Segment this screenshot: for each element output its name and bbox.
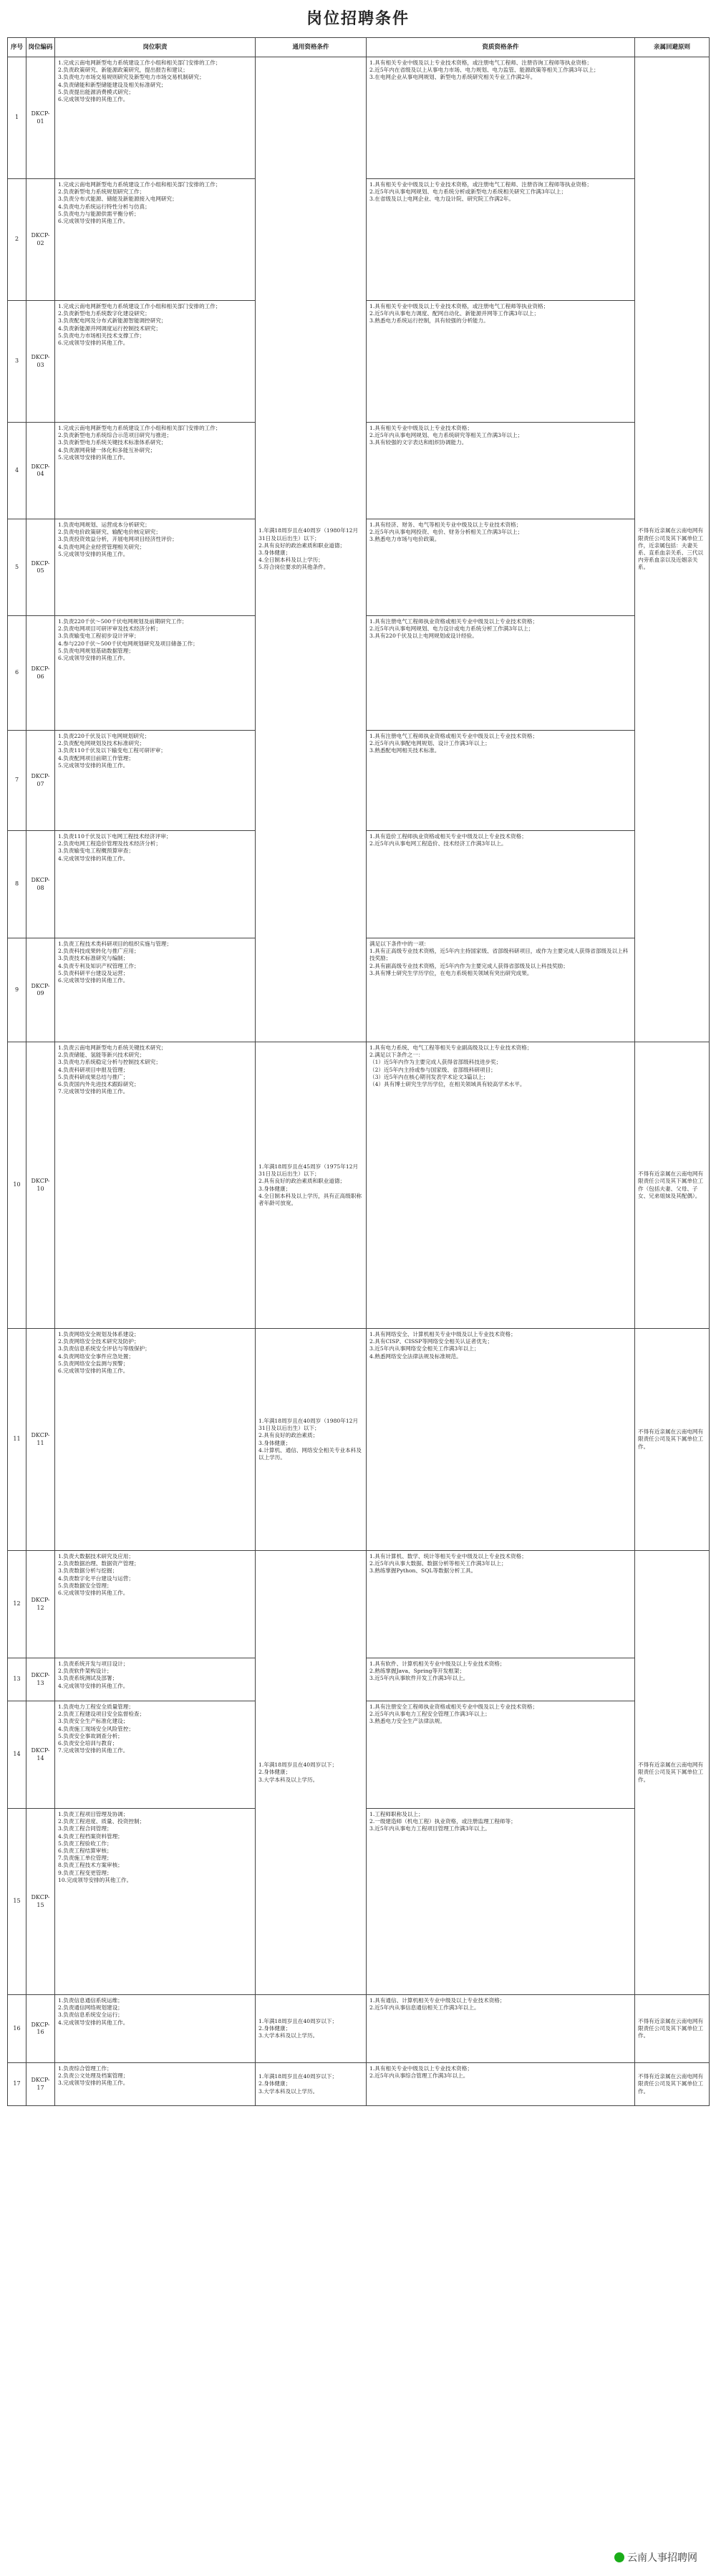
text-line: （3）近5年内在核心期刊发表学术论文3篇以上； — [369, 1073, 489, 1080]
text-line: 2.近5年内从事信息通信相关工作满3年以上。 — [369, 2004, 480, 2012]
position-code: DKCP-01 — [26, 57, 55, 179]
text-line: 1.负责综合管理工作； — [58, 2065, 112, 2072]
text-line: 4.熟悉网络安全法律法规及标准规范。 — [369, 1352, 462, 1360]
text-line: 4.负责工程档案资料管理； — [58, 1832, 123, 1840]
qualification-cell — [367, 1995, 635, 2063]
row-number: 5 — [8, 519, 26, 616]
qualification-cell — [367, 616, 635, 731]
text-line: 4.完成领导安排的其他工作。 — [58, 1682, 129, 1689]
general-qualification-cell — [256, 1329, 367, 1551]
text-line: 5.负责安全事故调查分析； — [58, 1732, 123, 1739]
text-line: 2.具有良好的政治素质和职业道德； — [258, 1178, 346, 1185]
text-line: 3.负责技术标准研究与编制； — [58, 955, 129, 962]
text-line: 6.完成领导安排的其他工作。 — [58, 340, 129, 347]
row-number: 15 — [8, 1809, 26, 1995]
text-line: 1.负责工程技术类科研项目的组织实施与管理； — [58, 941, 173, 947]
text-line: 2.负责配电网规划及技术标准研究； — [58, 740, 145, 747]
text-line: 6.负责国内外先进技术跟踪研究； — [58, 1081, 140, 1088]
text-line: 4.全日制本科及以上学历，具有正高级职称者年龄可放宽。 — [258, 1192, 362, 1206]
row-number: 6 — [8, 616, 26, 731]
text-line: 1.负责220千伏及以下电网规划研究； — [58, 733, 150, 739]
text-line: 2.一级建造师（机电工程）执业资格，或注册监理工程师等； — [369, 1818, 516, 1825]
text-line: 满足以下条件中的一项： — [369, 941, 430, 947]
duty-cell — [55, 179, 256, 301]
text-line: 1.具有软件、计算机相关专业中级及以上专业技术资格； — [369, 1661, 505, 1667]
text-line: 1.负责系统开发与项目设计； — [58, 1661, 129, 1667]
text-line: 1.具有注册安全工程师执业资格或相关专业中级及以上专业技术资格； — [369, 1703, 538, 1710]
text-line: 3.近5年内从事软件开发工作满3年以上。 — [369, 1675, 469, 1682]
text-line: 2.负责工程进度、质量、投资控制； — [58, 1818, 145, 1825]
row-number: 7 — [8, 731, 26, 831]
table-row — [8, 57, 710, 179]
text-line: 1.具有相关专业中级及以上专业技术资格； — [369, 425, 473, 431]
header-general: 通用资格条件 — [256, 38, 367, 57]
qualification-cell — [367, 831, 635, 938]
row-number: 11 — [8, 1329, 26, 1551]
duty-cell — [55, 831, 256, 938]
qualification-cell — [367, 1329, 635, 1551]
qualification-cell — [367, 2063, 635, 2106]
text-line: 5.负责提出能源消费模式研究； — [58, 88, 134, 95]
text-line: 1.负责电网规划、运营成本分析研究； — [58, 522, 150, 528]
table-row — [8, 2063, 710, 2106]
text-line: 5.负责科研成果总结与推广； — [58, 1073, 129, 1080]
text-line: 7.负责施工单位管理； — [58, 1855, 112, 1862]
text-line: 4.参与220千伏～500千伏电网规划研究及项目储备工作； — [58, 640, 198, 647]
text-line: 5.完成领导安排的其他工作。 — [58, 550, 129, 557]
text-line: 1.完成云南电网新型电力系统建设工作小组和相关部门安排的工作； — [58, 425, 221, 431]
row-number: 9 — [8, 938, 26, 1042]
qualification-cell — [367, 519, 635, 616]
text-line: 1.年满18周岁且在40周岁以下； — [258, 2073, 338, 2080]
table-header-row — [8, 38, 710, 57]
text-line: 3.负责投资效益分析，开展电网项目经济性评价； — [58, 536, 178, 543]
text-line: 3.熟练掌握Python、SQL等数据分析工具。 — [369, 1567, 477, 1575]
text-line: 2.近5年内从事电力工程安全管理工作满3年以上； — [369, 1711, 490, 1718]
text-line: 3.负责110千伏及以下输变电工程可研评审； — [58, 747, 166, 754]
text-line: 5.负责电力与能源供需平衡分析； — [58, 210, 140, 217]
table-row — [8, 1042, 710, 1329]
text-line: 1.负责110千伏及以下电网工程技术经济评审； — [58, 833, 172, 840]
text-line: 3.完成领导安排的其他工作。 — [58, 2080, 129, 2087]
row-number: 14 — [8, 1701, 26, 1809]
text-line: 2.近5年内在省级及以上从事电力市场、电力规划、电力监管、能源政策等相关工作满3年以上； — [369, 67, 599, 74]
text-line: 1.具有通信、计算机相关专业中级及以上专业技术资格； — [369, 1997, 505, 2004]
text-line: 3.负责分布式能源、储能及新能源接入电网研究； — [58, 196, 178, 203]
text-line: 1.具有造价工程师执业资格或相关专业中级及以上专业技术资格； — [369, 833, 527, 840]
text-line: 3.身体健康； — [258, 1185, 291, 1192]
text-line: 3.负责输变电工程概预算审查； — [58, 847, 134, 855]
row-number: 3 — [8, 301, 26, 423]
text-line: 6.完成领导安排的其他工作。 — [58, 977, 129, 984]
text-line: 3.负责输变电工程初步设计评审； — [58, 633, 140, 640]
position-code: DKCP-17 — [26, 2063, 55, 2106]
text-line: 5.负责工程验收工作； — [58, 1840, 112, 1847]
qualification-cell — [367, 301, 635, 423]
text-line: 2.负责电网项目可研评审及技术经济分析； — [58, 625, 161, 633]
duty-cell — [55, 519, 256, 616]
duty-cell — [55, 1551, 256, 1658]
text-line: 3.负责数据分析与挖掘； — [58, 1567, 118, 1575]
position-code: DKCP-14 — [26, 1701, 55, 1809]
qualification-cell — [367, 423, 635, 519]
text-line: 2.近5年内从事电网规划、电力系统分析或新型电力系统相关研究工作满3年以上； — [369, 188, 567, 196]
duty-cell — [55, 57, 256, 179]
duty-cell — [55, 301, 256, 423]
general-qualification-cell — [256, 1995, 367, 2063]
row-number: 2 — [8, 179, 26, 301]
header-duty: 岗位职责 — [55, 38, 256, 57]
duty-cell — [55, 938, 256, 1042]
text-line: 2.负责政策研究、新能源政策研究，提出报告和建议； — [58, 67, 188, 74]
text-line: 3.负责系统测试及部署； — [58, 1675, 118, 1682]
header-no: 序号 — [8, 38, 26, 57]
text-line: 3.负责电力市场交易规则研究及新型电力市场交易机制研究； — [58, 74, 205, 81]
qualification-cell — [367, 57, 635, 179]
position-code: DKCP-11 — [26, 1329, 55, 1551]
text-line: 2.负责通信网络规划建设； — [58, 2004, 123, 2012]
text-line: 5.负责网络安全监测与预警； — [58, 1360, 129, 1367]
text-line: 7.完成领导安排的其他工作。 — [58, 1088, 129, 1095]
text-line: 3.熟悉电力系统运行控制，具有较强的分析能力。 — [369, 317, 489, 325]
text-line: 1.年满18周岁且在40周岁（1980年12月31日及以后出生）以下； — [258, 527, 359, 542]
position-code: DKCP-10 — [26, 1042, 55, 1329]
text-line: 3.负责工程合同管理； — [58, 1825, 112, 1832]
text-line: 4.完成领导安排的其他工作。 — [58, 855, 129, 862]
text-line: 6.负责安全培训与教育； — [58, 1740, 118, 1747]
position-code: DKCP-05 — [26, 519, 55, 616]
text-line: 2.近5年内从事电网规划、电力系统研究等相关工作满3年以上； — [369, 432, 523, 439]
text-line: 3.熟悉电力市场与电价政策。 — [369, 536, 440, 543]
text-line: 2.负责新型电力系统规划研究工作； — [58, 188, 145, 196]
text-line: 4.负责源网荷储一体化和多能互补研究； — [58, 446, 156, 453]
text-line: 1.负责220千伏～500千伏电网规划及前期研究工作； — [58, 618, 188, 625]
text-line: 3.负责信息系统安全运行； — [58, 2012, 123, 2019]
text-line: 6.完成领导安排的其他工作。 — [58, 96, 129, 103]
text-line: 3.负责电力系统稳定分析与控制技术研究； — [58, 1059, 161, 1066]
text-line: 2.负责电网工程造价管理及技术经济分析； — [58, 840, 161, 847]
text-line: 3.身体健康； — [258, 549, 291, 556]
duty-cell — [55, 731, 256, 831]
text-line: 3.具有博士研究生学历学位，在电力系统相关领域有突出研究成果。 — [369, 969, 533, 976]
text-line: （1）近5年内作为主要完成人获得省部级科技进步奖； — [369, 1059, 502, 1066]
position-code: DKCP-07 — [26, 731, 55, 831]
position-code: DKCP-09 — [26, 938, 55, 1042]
text-line: 2.近5年内从事电网规划、电力设计或电力系统分析工作满3年以上； — [369, 625, 534, 633]
text-line: 2.负责储能、氢能等新兴技术研究； — [58, 1052, 145, 1059]
text-line: 4.负责储能和新型储能建设及相关标准研究； — [58, 81, 167, 88]
qualification-cell — [367, 179, 635, 301]
table-row — [8, 1329, 710, 1551]
text-line: 2.身体健康； — [258, 2080, 291, 2087]
text-line: 4.负责网络安全事件应急处置； — [58, 1352, 134, 1360]
header-avoidance: 亲属回避原则 — [635, 38, 710, 57]
duty-cell — [55, 1658, 256, 1701]
qualification-cell — [367, 731, 635, 831]
header-qualification: 资质资格条件 — [367, 38, 635, 57]
text-line: 2.具有副高级专业技术资格，近5年内作为主要完成人获得省部级及以上科技奖励； — [369, 962, 569, 969]
text-line: 3.大学本科及以上学历。 — [258, 2087, 319, 2095]
text-line: 6.负责工程结算审核； — [58, 1847, 112, 1855]
text-line: 3.负责配电网及分布式新能源智能调控研究； — [58, 317, 167, 325]
general-qualification-cell — [256, 1042, 367, 1329]
row-number: 10 — [8, 1042, 26, 1329]
text-line: 2.负责科技成果转化与推广应用； — [58, 948, 140, 955]
watermark — [610, 2549, 702, 2566]
position-code: DKCP-08 — [26, 831, 55, 938]
qualification-cell — [367, 938, 635, 1042]
text-line: 4.负责数字化平台建设与运营； — [58, 1575, 134, 1582]
text-line: 2.负责工程建设项目安全监督检查； — [58, 1711, 145, 1718]
text-line: 3.身体健康； — [258, 1439, 291, 1446]
text-line: 3.近5年内从事电力工程项目管理工作满3年以上。 — [369, 1825, 490, 1832]
position-code: DKCP-12 — [26, 1551, 55, 1658]
general-qualification-cell — [256, 57, 367, 1042]
qualification-cell — [367, 1701, 635, 1809]
text-line: 1.具有注册电气工程师执业资格或相关专业中级及以上专业技术资格； — [369, 618, 538, 625]
text-line: 1.具有相关专业中级及以上专业技术资格，或注册电气工程师等执业资格； — [369, 303, 549, 309]
text-line: 3.负责安全生产标准化建设； — [58, 1718, 129, 1725]
text-line: 3.具有较强的文字表达和组织协调能力。 — [369, 439, 468, 446]
text-line: 1.工程师职称及以上； — [369, 1811, 424, 1817]
position-code: DKCP-06 — [26, 616, 55, 731]
text-line: 2.负责网络安全技术研究及防护； — [58, 1338, 140, 1345]
duty-cell — [55, 616, 256, 731]
text-line: 2.熟练掌握Java、Spring等开发框架； — [369, 1668, 465, 1675]
text-line: 5.完成领导安排的其他工作。 — [58, 761, 129, 769]
row-number: 13 — [8, 1658, 26, 1701]
row-number: 12 — [8, 1551, 26, 1658]
avoidance-cell: 不得有近亲属在云南电网有限责任公司及其下属单位工作（包括夫妻、父母、子女、兄弟姐妹及其配偶）。 — [635, 1042, 710, 1329]
text-line: 3.熟悉电力安全生产法律法规。 — [369, 1718, 445, 1725]
watermark-text: 云南人事招聘网 — [627, 2552, 697, 2563]
text-line: 6.完成领导安排的其他工作。 — [58, 655, 129, 662]
position-code: DKCP-16 — [26, 1995, 55, 2063]
text-line: 4.完成领导安排的其他工作。 — [58, 2019, 129, 2026]
avoidance-cell: 不得有近亲属在云南电网有限责任公司及其下属单位工作。 — [635, 1329, 710, 1551]
duty-cell — [55, 1809, 256, 1995]
text-line: 5.负责电力市场相关技术支撑工作； — [58, 332, 145, 339]
position-code: DKCP-02 — [26, 179, 55, 301]
text-line: 2.具有良好的政治素质和职业道德； — [258, 542, 346, 549]
recruitment-table — [7, 37, 710, 2106]
text-line: 2.近5年内从事配电网规划、设计工作满3年以上； — [369, 740, 490, 747]
general-qualification-cell — [256, 1551, 367, 1995]
text-line: 7.完成领导安排的其他工作。 — [58, 1747, 129, 1754]
text-line: 1.具有相关专业中级及以上专业技术资格，或注册电气工程师、注册咨询工程师等执业资格； — [369, 59, 592, 66]
row-number: 1 — [8, 57, 26, 179]
duty-cell — [55, 1701, 256, 1809]
table-row — [8, 1995, 710, 2063]
text-line: 3.大学本科及以上学历。 — [258, 1776, 319, 1783]
text-line: 8.负责工程技术方案审核； — [58, 1862, 123, 1869]
qualification-cell — [367, 1042, 635, 1329]
avoidance-cell: 不得有近亲属在云南电网有限责任公司及其下属单位工作。 — [635, 1551, 710, 1995]
text-line: 4.负责电网企业经营管理相关研究； — [58, 543, 145, 550]
text-line: 3.熟悉配电网相关技术标准。 — [369, 747, 440, 754]
text-line: 3.在省级及以上电网企业、电力设计院、研究院工作满2年。 — [369, 196, 514, 203]
text-line: 1.具有计算机、数学、统计等相关专业中级及以上专业技术资格； — [369, 1553, 527, 1559]
row-number: 17 — [8, 2063, 26, 2106]
text-line: 2.近5年内从事电网投资、电价、财务分析相关工作满3年以上； — [369, 529, 523, 536]
text-line: 1.负责工程项目管理及协调； — [58, 1811, 129, 1817]
text-line: 4.全日制本科及以上学历； — [258, 557, 324, 564]
position-code: DKCP-15 — [26, 1809, 55, 1995]
text-line: 4.负责科研项目申报及管理； — [58, 1066, 129, 1073]
text-line: 1.负责云南电网新型电力系统关键技术研究； — [58, 1044, 167, 1051]
duty-cell — [55, 1042, 256, 1329]
text-line: 1.完成云南电网新型电力系统建设工作小组和相关部门安排的工作； — [58, 181, 221, 188]
text-line: 2.近5年内从事电力调度、配网自动化、新能源并网等工作满3年以上； — [369, 310, 540, 317]
text-line: 2.负责新型电力系统综合示范项目研究与推进； — [58, 432, 173, 439]
text-line: 1.负责信息通信系统运维； — [58, 1997, 123, 2004]
position-code: DKCP-04 — [26, 423, 55, 519]
duty-cell — [55, 2063, 256, 2106]
text-line: 1.具有网络安全、计算机相关专业中级及以上专业技术资格； — [369, 1331, 516, 1337]
position-code: DKCP-13 — [26, 1658, 55, 1701]
text-line: 1.年满18周岁且在40周岁以下； — [258, 1762, 338, 1769]
text-line: 2.具有良好的政治素质； — [258, 1432, 319, 1439]
text-line: 2.身体健康； — [258, 2024, 291, 2032]
avoidance-cell: 不得有近亲属在云南电网有限责任公司及其下属单位工作。 — [635, 1995, 710, 2063]
text-line: 2.负责数据治理、数据资产管理； — [58, 1560, 140, 1567]
text-line: 4.负责施工现场安全风险管控； — [58, 1725, 134, 1732]
text-line: 4.负责配网项目前期工作管理； — [58, 754, 134, 761]
qualification-cell — [367, 1809, 635, 1995]
wechat-icon — [614, 2552, 624, 2562]
text-line: 2.负责新型电力系统数字化建设研究； — [58, 310, 150, 317]
text-line: 2.具有CISP、CISSP等网络安全相关认证者优先； — [369, 1338, 493, 1345]
text-line: 2.近5年内从事大数据、数据分析等相关工作满3年以上； — [369, 1560, 507, 1567]
text-line: 2.近5年内从事综合管理工作满3年以上。 — [369, 2072, 469, 2080]
text-line: 1.具有相关专业中级及以上专业技术资格； — [369, 2065, 473, 2072]
text-line: 3.负责新型电力系统关键技术标准体系研究； — [58, 439, 167, 446]
text-line: 1.年满18周岁且在45周岁（1975年12月31日及以后出生）以下； — [258, 1163, 359, 1178]
qualification-cell — [367, 1551, 635, 1658]
text-line: 4.负责电力系统运行特性分析与仿真； — [58, 203, 150, 210]
text-line: 4.计算机、通信、网络安全相关专业本科及以上学历。 — [258, 1446, 362, 1461]
duty-cell — [55, 1995, 256, 2063]
text-line: 1.具有电力系统、电气工程等相关专业副高级及以上专业技术资格； — [369, 1044, 533, 1051]
text-line: 1.具有经济、财务、电气等相关专业中级及以上专业技术资格； — [369, 522, 522, 528]
text-line: 9.负责工程变更管理； — [58, 1869, 112, 1876]
text-line: 1.完成云南电网新型电力系统建设工作小组和相关部门安排的工作； — [58, 303, 221, 309]
text-line: 2.负责公文处理及档案管理； — [58, 2072, 129, 2080]
text-line: 5.负责数据安全管理； — [58, 1582, 112, 1589]
text-line: 3.在电网企业从事电网规划、新型电力系统研究相关专业工作满2年。 — [369, 74, 536, 81]
avoidance-cell: 不得有近亲属在云南电网有限责任公司及其下属单位工作。 — [635, 2063, 710, 2106]
text-line: 10.完成领导安排的其他工作。 — [58, 1876, 132, 1883]
position-code: DKCP-03 — [26, 301, 55, 423]
duty-cell — [55, 423, 256, 519]
text-line: 2.近5年内从事电网工程造价、技术经济工作满3年以上。 — [369, 840, 507, 847]
text-line: 1.具有注册电气工程师执业资格或相关专业中级及以上专业技术资格； — [369, 733, 538, 739]
text-line: 1.负责网络安全规划及体系建设； — [58, 1331, 140, 1337]
text-line: 2.负责电价政策研究、输配电价核定研究； — [58, 529, 161, 536]
text-line: 1.年满18周岁且在40周岁以下； — [258, 2017, 338, 2024]
general-qualification-cell — [256, 2063, 367, 2106]
table-body — [8, 57, 710, 2106]
row-number: 8 — [8, 831, 26, 938]
row-number: 4 — [8, 423, 26, 519]
text-line: 1.完成云南电网新型电力系统建设工作小组和相关部门安排的工作； — [58, 59, 221, 66]
text-line: 1.负责大数据技术研究及应用； — [58, 1553, 134, 1559]
table-row — [8, 1551, 710, 1658]
text-line: 3.近5年内从事网络安全相关工作满3年以上； — [369, 1345, 480, 1352]
text-line: （4）具有博士研究生学历学位，在相关领域具有较高学术水平。 — [369, 1081, 526, 1088]
text-line: 4.负责专利及知识产权管理工作； — [58, 962, 140, 969]
text-line: 6.完成领导安排的其他工作。 — [58, 218, 129, 225]
header-code: 岗位编码 — [26, 38, 55, 57]
qualification-cell — [367, 1658, 635, 1701]
text-line: 6.完成领导安排的其他工作。 — [58, 1368, 129, 1375]
text-line: 6.完成领导安排的其他工作。 — [58, 1590, 129, 1597]
text-line: 1.年满18周岁且在40周岁（1980年12月31日及以后出生）以下； — [258, 1417, 359, 1432]
page-title: 岗位招聘条件 — [306, 9, 410, 28]
text-line: 2.满足以下条件之一： — [369, 1052, 424, 1059]
text-line: 2.身体健康； — [258, 1769, 291, 1776]
text-line: 2.负责软件架构设计； — [58, 1668, 112, 1675]
text-line: （2）近5年内主持或参与国家级、省部级科研项目； — [369, 1066, 496, 1073]
text-line: 5.负责科研平台建设及运营； — [58, 969, 129, 976]
duty-cell — [55, 1329, 256, 1551]
text-line: 3.大学本科及以上学历。 — [258, 2032, 319, 2039]
row-number: 16 — [8, 1995, 26, 2063]
text-line: 1.具有相关专业中级及以上专业技术资格，或注册电气工程师、注册咨询工程师等执业资格； — [369, 181, 592, 188]
text-line: 3.具有220千伏及以上电网规划或设计经验。 — [369, 633, 478, 640]
text-line: 5.负责电网规划基础数据管理； — [58, 647, 134, 654]
text-line: 3.负责信息系统安全评估与等级保护； — [58, 1345, 150, 1352]
text-line: 5.完成领导安排的其他工作。 — [58, 453, 129, 461]
text-line: 5.符合岗位要求的其他条件。 — [258, 564, 329, 571]
text-line: 1.具有正高级专业技术资格，近5年内主持国家级、省部级科研项目，或作为主要完成人获得省部级及以上科技奖励； — [369, 948, 629, 962]
text-line: 1.负责电力工程安全质量管理； — [58, 1703, 134, 1710]
text-line: 4.负责新能源并网调度运行控制技术研究； — [58, 325, 161, 332]
avoidance-cell: 不得有近亲属在云南电网有限责任公司及其下属单位工作，近亲属包括：夫妻关系、直系血亲关系、三代以内旁系血亲以及近姻亲关系。 — [635, 57, 710, 1042]
